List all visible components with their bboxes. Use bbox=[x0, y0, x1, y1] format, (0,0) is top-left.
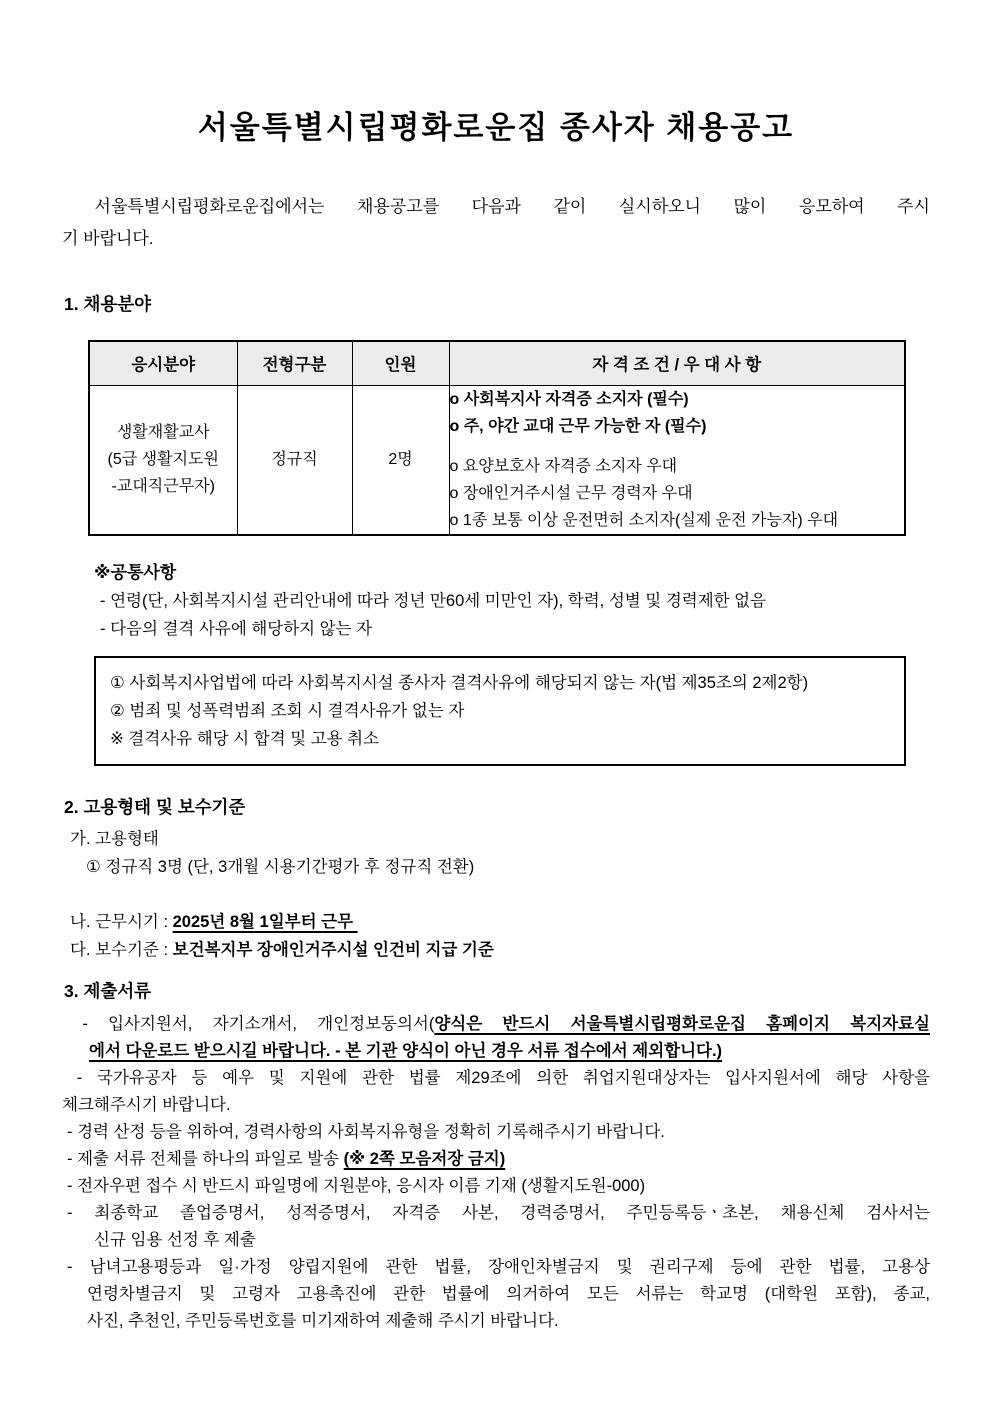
qualification-preferred: o 장애인거주시설 근무 경력자 우대 bbox=[449, 484, 693, 502]
submit-item-veterans: - 국가유공자 등 예우 및 지원에 관한 법률 제29조에 의한 취업지원대상자는 입사지원서에 해당 사항을 bbox=[62, 1068, 930, 1087]
submit-item-certificates: - 최종학교 졸업증명서, 성적증명서, 자격증 사본, 경력증명서, 주민등록등ㆍ초본, 채용신체 검사서는 bbox=[67, 1203, 930, 1222]
section3-heading: 3. 제출서류 bbox=[64, 980, 152, 1001]
submit-item-equality-law-cont: 사진, 추천인, 주민등록번호를 미기재하여 제출해 주시기 바랍니다. bbox=[87, 1311, 559, 1330]
pay-standard-line bbox=[62, 936, 930, 964]
work-start-label: 나. 근무시기 : bbox=[70, 912, 173, 931]
section2-spacer bbox=[62, 881, 930, 908]
section1-heading: 1. 채용분야 bbox=[64, 294, 152, 314]
common-requirement-item: - 다음의 결격 사유에 해당하지 않는 자 bbox=[100, 619, 373, 638]
field-line: 생활재활교사 bbox=[116, 424, 210, 441]
submit-item-career: - 경력 산정 등을 위하여, 경력사항의 사회복지유형을 정확히 기록해주시기 바랍니다. bbox=[67, 1122, 665, 1141]
submit-item-single-file: - 제출 서류 전체를 하나의 파일로 발송 (※ 2쪽 모음저장 금지) bbox=[67, 1149, 506, 1168]
section-documents bbox=[62, 978, 930, 1335]
table-row bbox=[89, 385, 905, 535]
qualification-preferred: o 요양보호사 자격증 소지자 우대 bbox=[449, 457, 678, 475]
qualification-required: o 사회복지사 자격증 소지자 (필수) bbox=[449, 390, 689, 408]
cell-count: 2명 bbox=[352, 385, 449, 535]
disqualification-item: ① 사회복지사업법에 따라 사회복지시설 종사자 결격사유에 해당되지 않는 자(법 제35조의 2제2항) bbox=[110, 673, 809, 692]
field-line: (5급 생활지도원 bbox=[107, 451, 219, 468]
submit-item-certificates-cont: 신규 임용 선정 후 제출 bbox=[94, 1230, 256, 1249]
submit-item-application-cont bbox=[62, 1038, 930, 1065]
employment-type-label: 가. 고용형태 bbox=[70, 829, 159, 848]
employment-type-item: ① 정규직 3명 (단, 3개월 시용기간평가 후 정규직 전환) bbox=[86, 857, 475, 876]
work-start-value: 2025년 8월 1일부터 근무 bbox=[172, 912, 358, 931]
common-requirements bbox=[94, 558, 930, 643]
common-requirements-heading: ※공통사항 bbox=[94, 562, 177, 582]
submit-item-application: - 입사지원서, 자기소개서, 개인정보동의서(양식은 반드시 서울특별시립평화로운집 홈페이지 복지자료실 bbox=[62, 1014, 930, 1033]
pay-standard-label: 다. 보수기준 : bbox=[70, 940, 173, 959]
recruitment-table bbox=[88, 340, 906, 536]
pay-standard-value: 보건복지부 장애인거주시설 인건비 지급 기준 bbox=[172, 940, 494, 959]
disqualification-note: ※ 결격사유 해당 시 합격 및 고용 취소 bbox=[110, 729, 380, 748]
header-qualifications: 자 격 조 건 / 우 대 사 항 bbox=[449, 341, 905, 385]
intro-line-1: 서울특별시립평화로운집에서는 채용공고를 다음과 같이 실시하오니 많이 응모하여 주시 bbox=[62, 197, 930, 216]
qualification-spacer bbox=[450, 440, 905, 453]
submit-item-veterans-cont: 체크해주시기 바랍니다. bbox=[62, 1095, 231, 1114]
form-notice-bold: 양식은 반드시 서울특별시립평화로운집 홈페이지 복지자료실 bbox=[434, 1014, 930, 1033]
common-requirement-item: - 연령(단, 사회복지시설 관리안내에 따라 정년 만60세 미만인 자), 학력, 성별 및 경력제한 없음 bbox=[100, 591, 767, 610]
cell-field bbox=[89, 385, 237, 535]
header-field: 응시분야 bbox=[89, 341, 237, 385]
disqualification-item: ② 범죄 및 성폭력범죄 조회 시 결격사유가 없는 자 bbox=[110, 701, 465, 720]
work-start-line bbox=[62, 908, 930, 936]
page-title: 서울특별시립평화로운집 종사자 채용공고 bbox=[197, 110, 795, 145]
intro-line-2: 기 바랍니다. bbox=[62, 229, 154, 248]
submit-item-email: - 전자우편 접수 시 반드시 파일명에 지원분야, 응시자 이름 기재 (생활지도원-000) bbox=[67, 1176, 646, 1195]
submit-item-equality-law: - 남녀고용평등과 일·가정 양립지원에 관한 법률, 장애인차별금지 및 권리구제 등에 관한 법률, 고용상 bbox=[67, 1257, 930, 1276]
single-file-bold: (※ 2쪽 모음저장 금지) bbox=[343, 1149, 506, 1168]
qualification-preferred: o 1종 보통 이상 운전면허 소지자(실제 운전 가능자) 우대 bbox=[449, 511, 839, 529]
header-count: 인원 bbox=[352, 341, 449, 385]
table-header-row bbox=[89, 341, 905, 385]
qualification-required: o 주, 야간 교대 근무 가능한 자 (필수) bbox=[449, 417, 707, 435]
field-line: -교대직근무자) bbox=[111, 478, 215, 495]
submit-item-equality-law-cont: 연령차별금지 및 고령자 고용촉진에 관한 법률에 의거하여 모든 서류는 학교명 (대학원 포함), 종교, bbox=[87, 1284, 930, 1303]
cell-qualifications bbox=[449, 385, 905, 535]
header-type: 전형구분 bbox=[237, 341, 352, 385]
section2-heading: 2. 고용형태 및 보수기준 bbox=[64, 796, 246, 817]
cell-type: 정규직 bbox=[237, 385, 352, 535]
form-notice-bold: 에서 다운로드 받으시길 바랍니다. - 본 기관 양식이 아닌 경우 서류 접수에서 제외합니다.) bbox=[89, 1041, 723, 1060]
disqualification-box bbox=[94, 656, 906, 766]
intro-paragraph bbox=[62, 191, 930, 255]
section-employment bbox=[62, 794, 930, 964]
